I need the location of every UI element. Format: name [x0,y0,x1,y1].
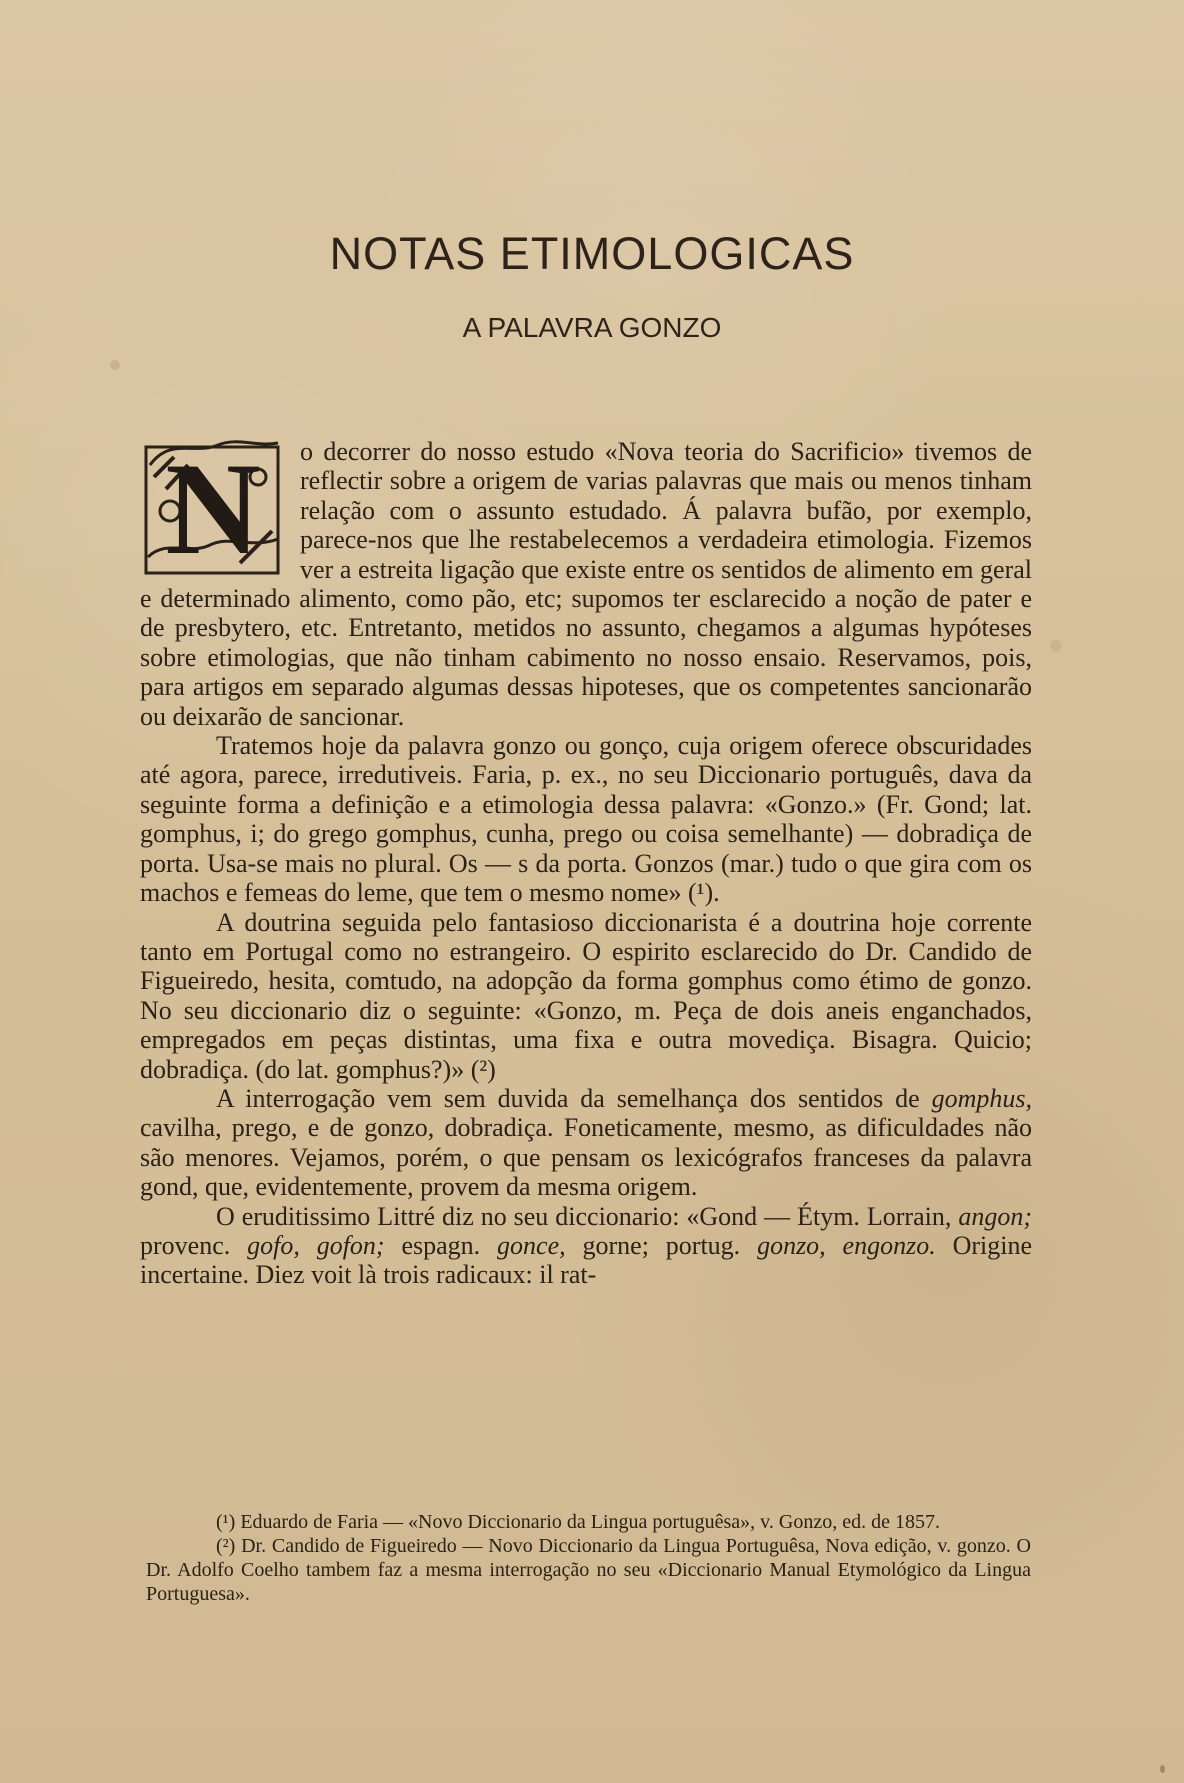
paragraph-2: Tratemos hoje da palavra gonzo ou gonço, cuja origem oferece obscuridades até agora, parece, irredutiveis. Faria, p. ex., no seu Diccionario português, dava da seguinte forma a definição e a etimologia dessa palavra: «Gonzo.» (Fr. Gond; lat. gomphus, i; do grego gomphus, cunha, prego ou coisa semelhante) — dobradiça de porta. Usa-se mais no plural. Os — s da porta. Gonzos (mar.) tudo o que gira com os machos e femeas do leme, que tem o mesmo nome» (¹). [140,731,1032,908]
word-gonzo-engonzo: gonzo, engonzo. [757,1230,936,1260]
page-subtitle: A PALAVRA GONZO [462,312,722,343]
footnotes [146,1510,1031,1606]
paper-speck [1050,640,1062,652]
paragraph-5-text-e: Origine incertaine. Diez voit là trois radicaux: il rat- [140,1230,1033,1290]
word-gomphus: gomphus, [931,1083,1032,1113]
paper-speck [1160,1765,1165,1773]
word-angon: angon; [958,1201,1032,1231]
word-gonce: gonce, [497,1230,566,1260]
article-body [140,437,1032,1290]
footnote-1: (¹) Eduardo de Faria — «Novo Diccionario da Lingua portuguêsa», v. Gonzo, ed. de 1857. [216,1511,940,1533]
paragraph-4 [140,1084,1032,1202]
word-gofo-gofon: gofo, gofon; [247,1230,385,1260]
paragraph-5-text-a: O eruditissimo Littré diz no seu diccionario: «Gond — Étym. Lorrain, [216,1201,959,1231]
paragraph-5-text-b: provenc. [140,1230,248,1260]
paragraph-5 [140,1202,1032,1290]
paragraph-4-text-b: cavilha, prego, e de gonzo, dobradiça. Foneticamente, mesmo, as dificuldades não são menores. Vejamos, porém, o que pensam os lexicógrafos franceses da palavra gond, que, evidentemente, provem da mesma origem. [140,1113,1032,1202]
page-title: NOTAS ETIMOLOGICAS [329,228,855,279]
paragraph-5-text-c: espagn. [384,1230,498,1260]
paragraph-1: o decorrer do nosso estudo «Nova teoria do Sacrificio» tivemos de reflectir sobre a origem de varias palavras que mais ou menos tinham relação com o assunto estudado. Á palavra bufão, por exemplo, parece-nos que lhe restabelecemos a verdadeira etimologia. Fizemos ver a estreita ligação que existe entre os sentidos de alimento em geral e determinado alimento, como pão, etc; supomos ter esclarecido a noção de pater e de presbytero, etc. Entretanto, metidos no assunto, chegamos a algumas hypóteses sobre etimologias, que não tinham cabimento no nosso ensaio. Reservamos, pois, para artigos em separado algumas dessas hipoteses, que os competentes sancionarão ou deixarão de sancionar. [140,437,1032,731]
paragraph-4-text-a: A interrogação vem sem duvida da semelhança dos sentidos de [216,1083,932,1113]
dropcap-letter: N [165,435,261,582]
paragraph-5-text-d: gorne; portug. [565,1230,758,1260]
ornamental-dropcap [140,437,286,581]
paper-speck [110,360,120,370]
footnote-2: (²) Dr. Candido de Figueiredo — Novo Diccionario da Lingua Portuguêsa, Nova edição, v. gonzo. O Dr. Adolfo Coelho tambem faz a mesma interrogação no seu «Diccionario Manual Etymológico da Lingua Portuguesa». [146,1535,1031,1605]
paragraph-3: A doutrina seguida pelo fantasioso diccionarista é a doutrina hoje corrente tanto em Portugal como no estrangeiro. O espirito esclarecido do Dr. Candido de Figueiredo, hesita, comtudo, na adopção da forma gomphus como étimo de gonzo. No seu diccionario diz o seguinte: «Gonzo, m. Peça de dois aneis enganchados, empregados em peças distintas, uma fixa e outra movediça. Bisagra. Quicio; dobradiça. (do lat. gomphus?)» (²) [140,907,1032,1084]
